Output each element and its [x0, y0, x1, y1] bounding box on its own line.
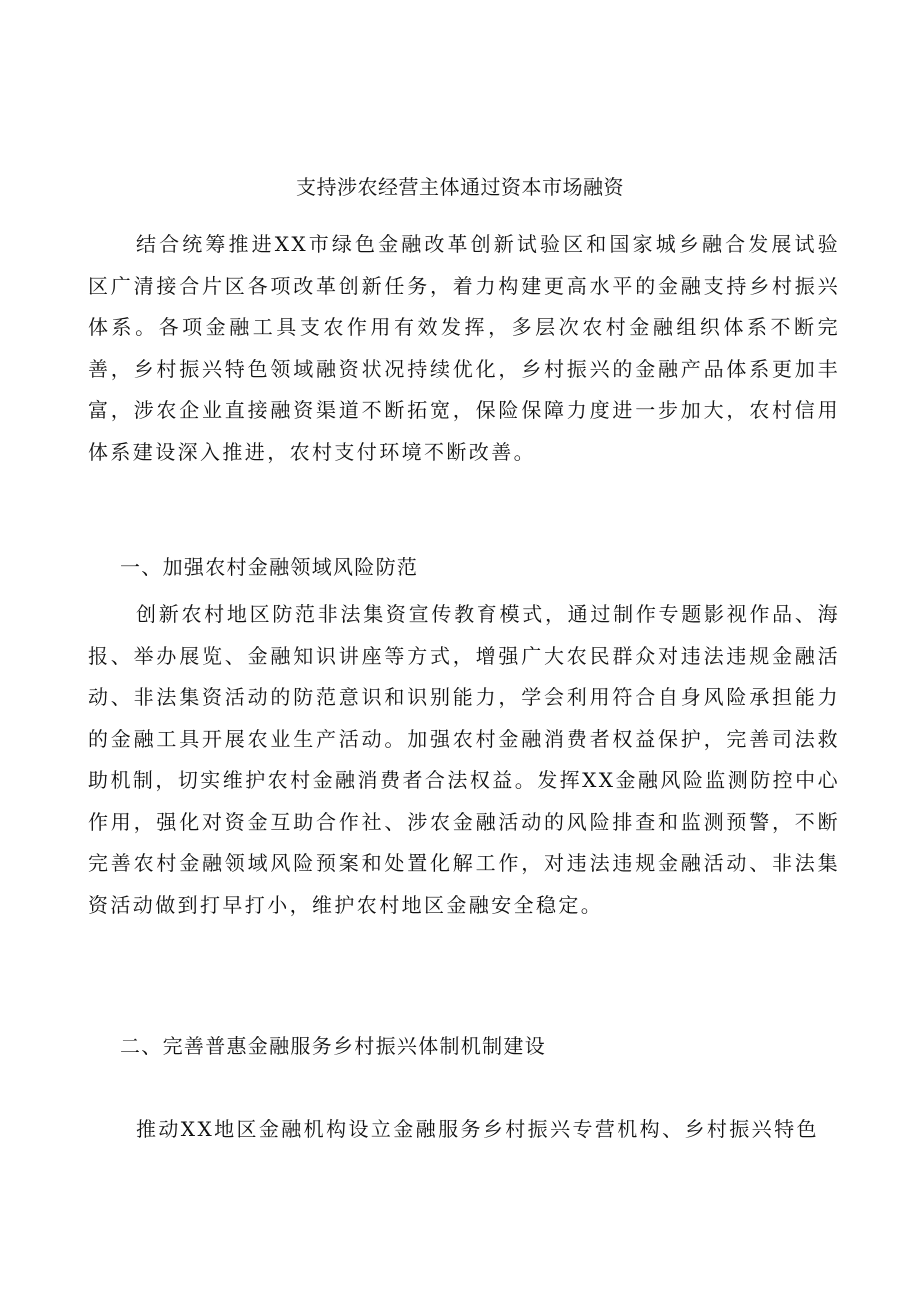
section-heading-risk-prevention: 一、加强农村金融领域风险防范	[120, 555, 419, 579]
inclusive-finance-paragraph: 推动XX地区金融机构设立金融服务乡村振兴专营机构、乡村振兴特色	[136, 1117, 819, 1141]
section-heading-inclusive-finance: 二、完善普惠金融服务乡村振兴体制机制建设	[120, 1034, 546, 1058]
intro-paragraph: 结合统筹推进XX市绿色金融改革创新试验区和国家城乡融合发展试验区广清接合片区各项改革创新任务，着力构建更高水平的金融支持乡村振兴体系。各项金融工具支农作用有效发挥，多层次农村金融组织体系不断完善，乡村振兴特色领域融资状况持续优化，乡村振兴的金融产品体系更加丰富，涉农企业直接融资渠道不断拓宽，保险保障力度进一步加大，农村信用体系建设深入推进，农村支付环境不断改善。	[88, 232, 840, 464]
document-title: 支持涉农经营主体通过资本市场融资	[296, 175, 624, 199]
risk-prevention-paragraph: 创新农村地区防范非法集资宣传教育模式，通过制作专题影视作品、海报、举办展览、金融知识讲座等方式，增强广大农民群众对违法违规金融活动、非法集资活动的防范意识和识别能力，学会利用符合自身风险承担能力的金融工具开展农业生产活动。加强农村金融消费者权益保护，完善司法救助机制，切实维护农村金融消费者合法权益。发挥XX金融风险监测防控中心作用，强化对资金互助合作社、涉农金融活动的风险排查和监测预警，不断完善农村金融领域风险预案和处置化解工作，对违法违规金融活动、非法集资活动做到打早打小，维护农村地区金融安全稳定。	[88, 602, 840, 917]
